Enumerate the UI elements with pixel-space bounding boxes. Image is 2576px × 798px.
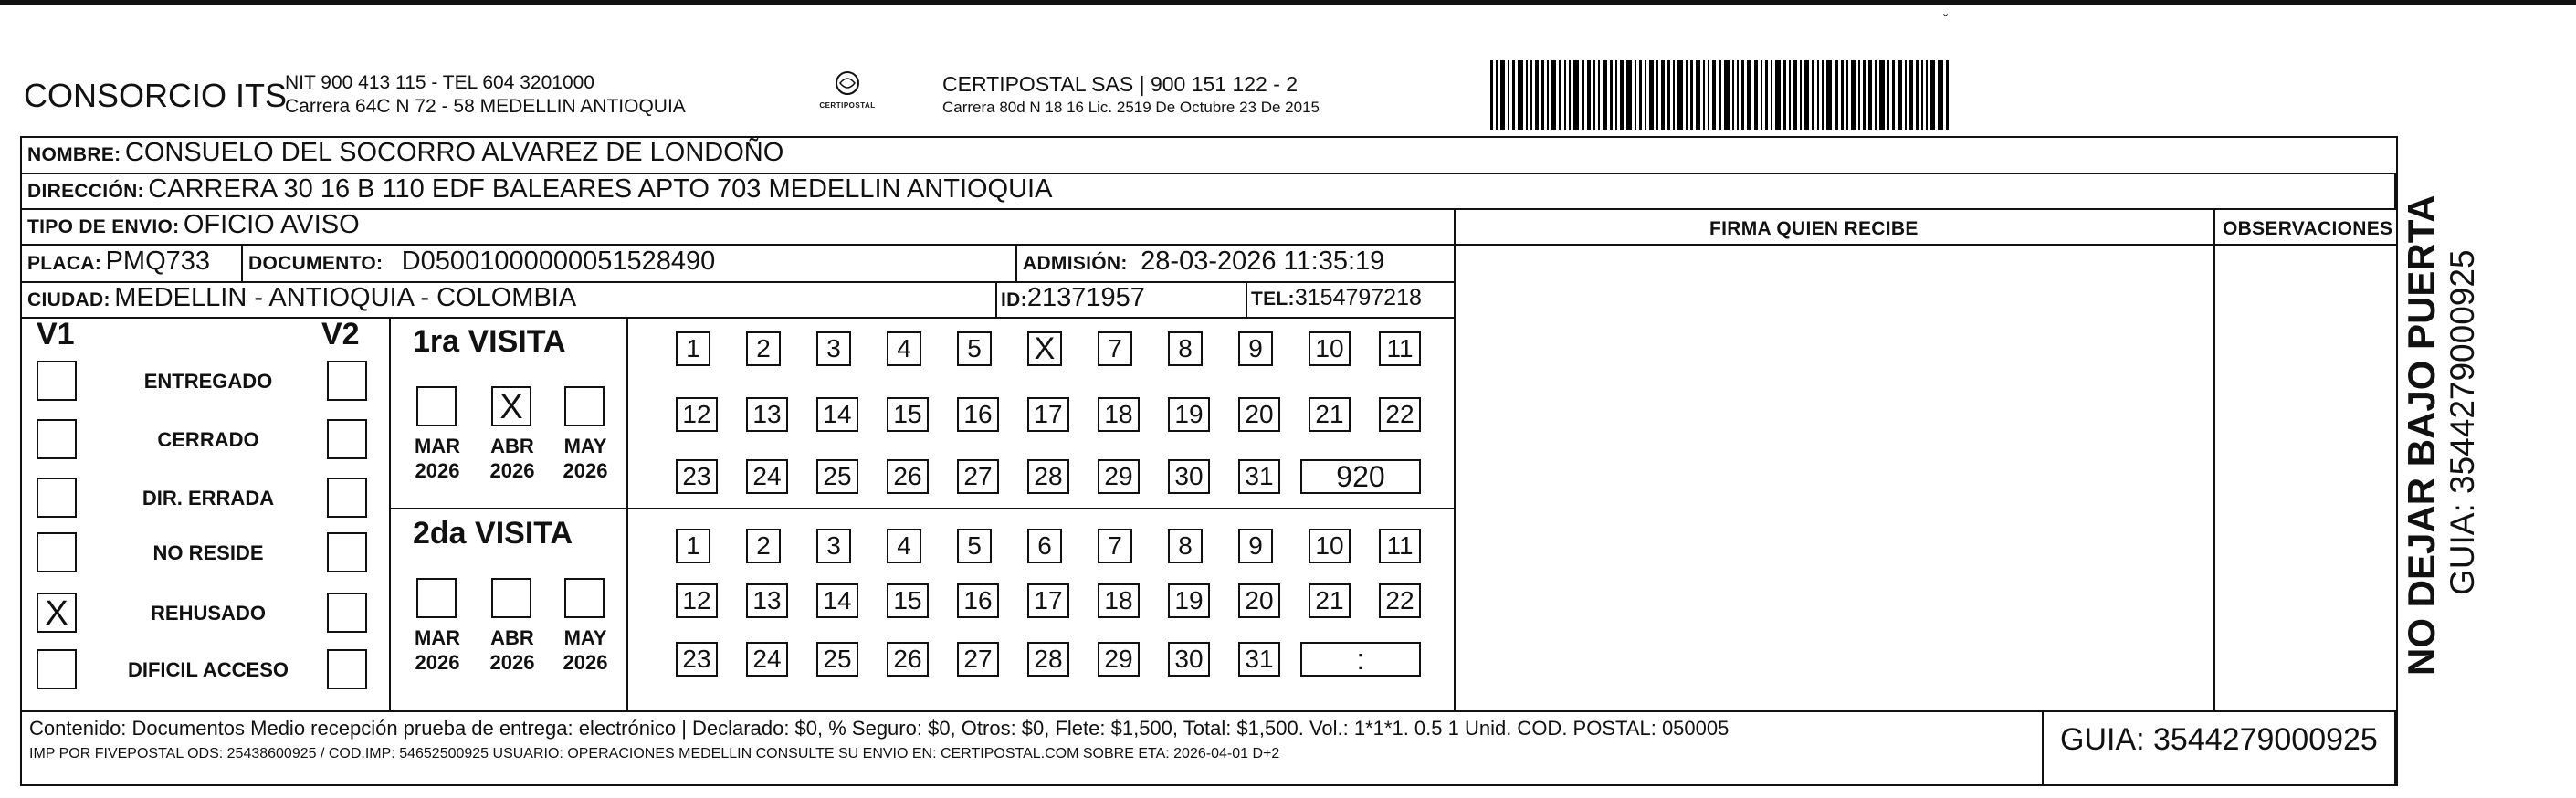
- status-label: DIFICIL ACCESO: [127, 658, 289, 681]
- day-box[interactable]: 18: [1098, 583, 1140, 618]
- contenido-line: Contenido: Documentos Medio recepción prueba de entrega: electrónico | Declarado: $0, % Seguro: $0, Otros: $0, Flete: $1,500, Total: $1,500. Vol.: 1*1*1. 0.5 1 Unid. COD. POSTAL: 050005: [29, 717, 1730, 740]
- status-label: DIR. ERRADA: [142, 487, 275, 509]
- day-box[interactable]: 7: [1098, 331, 1132, 366]
- ciudad-value: MEDELLIN - ANTIOQUIA - COLOMBIA: [114, 283, 577, 312]
- day-box[interactable]: 3: [816, 331, 851, 366]
- company-address: Carrera 64C N 72 - 58 MEDELLIN ANTIOQUIA: [285, 96, 686, 117]
- logo-emblem-icon: [827, 69, 867, 97]
- company-nit: NIT 900 413 115 - TEL 604 3201000: [285, 72, 594, 93]
- month-name: MAY: [563, 626, 607, 649]
- day-box[interactable]: 31: [1238, 642, 1280, 677]
- day-box[interactable]: 14: [816, 583, 858, 618]
- ciudad-label: CIUDAD:: [27, 289, 110, 310]
- day-box[interactable]: 28: [1027, 459, 1069, 494]
- day-box[interactable]: 9: [1238, 529, 1273, 563]
- day-box[interactable]: 5: [957, 331, 992, 366]
- id-cell: [1001, 283, 1145, 313]
- status-v1-checkbox[interactable]: [37, 361, 77, 401]
- day-box[interactable]: 6: [1027, 529, 1062, 563]
- status-label: ENTREGADO: [143, 370, 273, 393]
- nombre-label: NOMBRE:: [27, 144, 121, 165]
- day-box[interactable]: 9: [1238, 331, 1273, 366]
- month-checkbox[interactable]: [491, 578, 531, 618]
- month-year: 2026: [563, 651, 608, 674]
- day-box[interactable]: 17: [1027, 397, 1069, 432]
- no-dejar-warning: NO DEJAR BAJO PUERTA: [2400, 194, 2443, 676]
- month-name: MAR: [414, 626, 461, 649]
- month-name: MAR: [414, 435, 461, 457]
- day-box[interactable]: 15: [887, 397, 929, 432]
- day-box[interactable]: 7: [1098, 529, 1132, 563]
- day-box[interactable]: X: [1027, 331, 1062, 366]
- firma-header: FIRMA QUIEN RECIBE: [1709, 218, 1919, 239]
- carrier-address: Carrera 80d N 18 16 Lic. 2519 De Octubre 23 De 2015: [942, 99, 1320, 116]
- month-checkbox[interactable]: [564, 386, 605, 426]
- day-box[interactable]: 20: [1238, 583, 1280, 618]
- status-v2-checkbox[interactable]: [327, 419, 367, 459]
- delivery-form: [20, 136, 2398, 786]
- carrier-info: [942, 71, 1320, 119]
- month-label: [405, 625, 469, 675]
- day-box[interactable]: 28: [1027, 642, 1069, 677]
- direccion-row: [27, 174, 1052, 205]
- admision-value: 28-03-2026 11:35:19: [1141, 247, 1385, 276]
- day-box[interactable]: 12: [676, 397, 718, 432]
- day-box[interactable]: 20: [1238, 397, 1280, 432]
- imp-line: IMP POR FIVEPOSTAL ODS: 25438600925 / COD.IMP: 54652500925 USUARIO: OPERACIONES MEDELLIN CONSULTE SU ENVIO EN: CERTIPOSTAL.COM SOBRE ETA: 2026-04-01 D+2: [29, 746, 1280, 761]
- day-box[interactable]: 3: [816, 529, 851, 563]
- direccion-label: DIRECCIÓN:: [27, 181, 144, 202]
- day-box[interactable]: 24: [746, 459, 788, 494]
- month-name: ABR: [490, 435, 534, 457]
- recipient-address: CARRERA 30 16 B 110 EDF BALEARES APTO 703 MEDELLIN ANTIOQUIA: [148, 174, 1053, 204]
- observaciones-header: OBSERVACIONES: [2223, 218, 2393, 239]
- day-box[interactable]: 26: [887, 642, 929, 677]
- day-box[interactable]: 12: [676, 583, 718, 618]
- shipment-barcode: [1490, 60, 2226, 130]
- certipostal-logo: [811, 69, 884, 110]
- status-v1-checkbox[interactable]: [37, 478, 77, 518]
- month-year: 2026: [415, 651, 460, 674]
- recipient-name: CONSUELO DEL SOCORRO ALVAREZ DE LONDOÑO: [124, 138, 784, 167]
- month-year: 2026: [563, 459, 608, 482]
- day-box[interactable]: 10: [1309, 331, 1351, 366]
- day-box[interactable]: 1: [676, 331, 710, 366]
- documento-label: DOCUMENTO:: [248, 253, 384, 274]
- day-box[interactable]: 18: [1098, 397, 1140, 432]
- day-box[interactable]: 4: [887, 529, 921, 563]
- status-v1-checkbox[interactable]: [37, 419, 77, 459]
- month-year: 2026: [489, 459, 535, 482]
- visit2-title: 2da VISITA: [413, 516, 573, 551]
- visit-time-box[interactable]: :: [1300, 642, 1421, 677]
- day-box[interactable]: 21: [1309, 583, 1351, 618]
- tipo-envio-row: [27, 210, 360, 240]
- month-checkbox[interactable]: [416, 386, 457, 426]
- day-box[interactable]: 13: [746, 583, 788, 618]
- day-box[interactable]: 23: [676, 642, 718, 677]
- placa-label: PLACA:: [27, 253, 102, 274]
- day-box[interactable]: 25: [816, 642, 858, 677]
- day-box[interactable]: 21: [1309, 397, 1351, 432]
- tipo-envio-value: OFICIO AVISO: [183, 210, 360, 239]
- month-label: [480, 625, 544, 675]
- day-box[interactable]: 31: [1238, 459, 1280, 494]
- logo-text: CERTIPOSTAL: [819, 101, 876, 110]
- status-label: CERRADO: [157, 428, 259, 451]
- day-box[interactable]: 8: [1168, 331, 1203, 366]
- carrier-name: CERTIPOSTAL SAS | 900 151 122 - 2: [942, 72, 1299, 96]
- month-label: [553, 625, 617, 675]
- day-box[interactable]: 22: [1379, 583, 1421, 618]
- day-box[interactable]: 5: [957, 529, 992, 563]
- documento-cell: [248, 247, 715, 277]
- tel-label: TEL:: [1251, 289, 1295, 310]
- day-box[interactable]: 29: [1098, 642, 1140, 677]
- day-box[interactable]: 10: [1309, 529, 1351, 563]
- day-box[interactable]: 16: [957, 583, 999, 618]
- tel-cell: [1251, 285, 1422, 311]
- tel-value: 3154797218: [1294, 285, 1422, 310]
- day-box[interactable]: 15: [887, 583, 929, 618]
- day-box[interactable]: 30: [1168, 459, 1210, 494]
- day-box[interactable]: 17: [1027, 583, 1069, 618]
- day-box[interactable]: 11: [1379, 529, 1421, 563]
- month-checkbox[interactable]: [416, 578, 457, 618]
- day-box[interactable]: 14: [816, 397, 858, 432]
- top-border-line: [0, 0, 2576, 5]
- day-box[interactable]: 27: [957, 642, 999, 677]
- day-box[interactable]: 1: [676, 529, 710, 563]
- v1-header: V1: [37, 317, 75, 352]
- visit-time-box[interactable]: 920: [1300, 459, 1421, 494]
- day-box[interactable]: 8: [1168, 529, 1203, 563]
- day-box[interactable]: 19: [1168, 583, 1210, 618]
- visit1-title: 1ra VISITA: [413, 324, 566, 359]
- status-v1-checkbox[interactable]: [37, 532, 77, 572]
- day-box[interactable]: 22: [1379, 397, 1421, 432]
- tipo-envio-label: TIPO DE ENVIO:: [27, 216, 180, 237]
- day-box[interactable]: 29: [1098, 459, 1140, 494]
- status-v1-checkbox[interactable]: X: [37, 593, 77, 633]
- status-v2-checkbox[interactable]: [327, 593, 367, 633]
- nombre-row: [27, 138, 783, 168]
- status-label: REHUSADO: [151, 602, 266, 625]
- day-box[interactable]: 13: [746, 397, 788, 432]
- side-guia: GUIA: 3544279000925: [2444, 249, 2481, 595]
- day-box[interactable]: 25: [816, 459, 858, 494]
- admision-cell: [1023, 247, 1384, 277]
- month-checkbox[interactable]: X: [491, 386, 531, 426]
- status-v2-checkbox[interactable]: [327, 478, 367, 518]
- guia-box: GUIA: 3544279000925: [2060, 722, 2378, 757]
- status-v1-checkbox[interactable]: [37, 649, 77, 689]
- day-box[interactable]: 2: [746, 529, 781, 563]
- placa-cell: [27, 247, 210, 277]
- status-v2-checkbox[interactable]: [327, 361, 367, 401]
- month-checkbox[interactable]: [564, 578, 605, 618]
- month-name: MAY: [563, 435, 607, 457]
- admision-label: ADMISIÓN:: [1023, 253, 1128, 274]
- ciudad-cell: [27, 283, 576, 313]
- day-box[interactable]: 30: [1168, 642, 1210, 677]
- v2-header: V2: [321, 317, 360, 352]
- day-box[interactable]: 11: [1379, 331, 1421, 366]
- id-label: ID:: [1001, 289, 1027, 310]
- company-name: CONSORCIO ITS: [24, 77, 288, 114]
- month-label: [553, 434, 617, 483]
- day-box[interactable]: 19: [1168, 397, 1210, 432]
- day-box[interactable]: 2: [746, 331, 781, 366]
- day-box[interactable]: 24: [746, 642, 788, 677]
- placa-value: PMQ733: [105, 247, 211, 276]
- month-year: 2026: [489, 651, 535, 674]
- day-box[interactable]: 26: [887, 459, 929, 494]
- day-box[interactable]: 4: [887, 331, 921, 366]
- stray-mark: ˇ: [1943, 13, 1949, 28]
- status-v2-checkbox[interactable]: [327, 649, 367, 689]
- month-year: 2026: [415, 459, 460, 482]
- status-v2-checkbox[interactable]: [327, 532, 367, 572]
- month-label: [405, 434, 469, 483]
- id-value: 21371957: [1026, 283, 1145, 312]
- month-name: ABR: [490, 626, 534, 649]
- day-box[interactable]: 27: [957, 459, 999, 494]
- day-box[interactable]: 23: [676, 459, 718, 494]
- day-box[interactable]: 16: [957, 397, 999, 432]
- month-label: [480, 434, 544, 483]
- company-info: [285, 71, 686, 119]
- documento-value: D05001000000051528490: [401, 247, 716, 276]
- status-label: NO RESIDE: [152, 541, 264, 564]
